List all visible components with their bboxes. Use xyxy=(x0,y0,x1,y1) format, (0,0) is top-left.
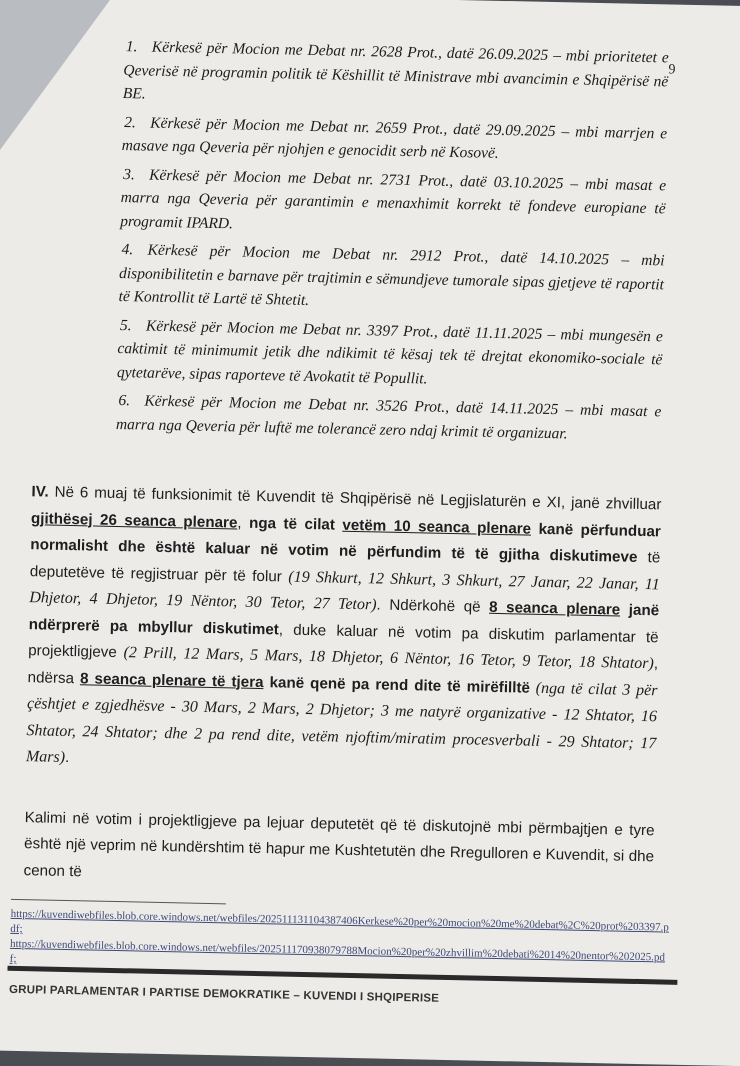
item-number: 2. xyxy=(124,113,137,131)
footnote-link[interactable]: https://kuvendiwebfiles.blob.core.windows.net/webfiles/202511170938079788Mocion%20per%20zhvillim%20debati%2014%20nentor%202025.pdf; xyxy=(9,937,666,965)
list-item xyxy=(117,313,663,395)
item-text: Kërkesë për Mocion me Debat nr. 2912 Prot., datë 14.10.2025 – mbi disponibilitetin e barnave për trajtimin e sëmundjeve tumorale sipas gjetjeve të raportit të Kontrollit të Lartë të Shtetit. xyxy=(118,241,665,309)
page-footer: GRUPI PARLAMENTAR I PARTISE DEMOKRATIKE – KUVENDI I SHQIPERISE xyxy=(8,983,440,1005)
item-text: Kërkesë për Mocion me Debat nr. 2628 Prot., datë 26.09.2025 – mbi prioritetet e Qeverisë në programin politik të Këshillit të Ministrave mbi avancimin e Shqipërisë në BE. xyxy=(122,38,669,103)
bold-run: nga të cilat xyxy=(248,514,343,534)
text-run: , ndërsa xyxy=(27,655,659,687)
list-item xyxy=(116,389,662,447)
bold-run: kanë përfunduar normalisht dhe është kaluar në votim në përfundim të të gjitha diskutimeve xyxy=(30,520,661,566)
item-text: Kërkesë për Mocion me Debat nr. 3526 Prot., datë 14.11.2025 – mbi masat e marra nga Qeveria për luftë me tolerancë zero ndaj krimit të organizuar. xyxy=(115,392,662,442)
text-run: . xyxy=(64,748,70,767)
highlight-interrupted-sessions: 8 seanca plenare xyxy=(488,598,621,619)
list-item xyxy=(118,238,664,320)
text-run: , duke kaluar në votim pa diskutim parlamentar të projektligjeve xyxy=(27,620,659,662)
dates-list: (nga të cilat 3 për çështjet e zgjedhësve - 30 Mars, 2 Mars, 2 Dhjetor; 3 me natyrë organizative - 12 Shtator, 16 Shtator, 24 Shtator; dhe 2 pa rend dite, vetëm njoftim/miratim procesverbali - 29 Shtator; 17 Mars) xyxy=(25,679,658,766)
highlight-normal-sessions: vetëm 10 seanca plenare xyxy=(342,516,532,538)
bold-run: janë ndërprerë pa mbyllur diskutimet xyxy=(28,601,660,638)
highlight-other-sessions: 8 seanca plenare të tjera xyxy=(79,669,264,691)
item-text: Kërkesë për Mocion me Debat nr. 2731 Prot., datë 03.10.2025 – mbi masat e marra nga Qeveria për garantimin e menaxhimit korrekt të fondeve europiane të programit IPARD. xyxy=(120,166,667,232)
item-number: 1. xyxy=(125,38,138,56)
bold-run: kanë qenë pa rend dite të mirëfilltë xyxy=(263,673,531,697)
closing-paragraph: Kalimi në votim i projektligjeve pa lejuar deputetët që të diskutojnë mbi përmbajtjen e tyre është një veprim në kundërshtim të hapur me Kushtetutën dhe Rregulloren e Kuvendit, si dhe cenon të xyxy=(23,808,655,880)
section-label: IV. xyxy=(31,483,49,501)
text-run: , xyxy=(237,514,250,532)
section-iv-paragraph xyxy=(26,479,662,784)
item-number: 3. xyxy=(122,165,135,183)
item-number: 5. xyxy=(119,316,132,334)
dates-list: (2 Prill, 12 Mars, 5 Mars, 18 Dhjetor, 6 Nëntor, 16 Tetor, 9 Tetor, 18 Shtator) xyxy=(123,644,654,673)
page-number: 9 xyxy=(668,62,676,78)
body-text xyxy=(23,479,662,912)
item-text: Kërkesë për Mocion me Debat nr. 2659 Prot., datë 29.09.2025 – mbi marrjen e masave nga Qeveria për njohjen e genocidit serb në Kosovë. xyxy=(121,114,668,162)
list-item xyxy=(123,35,669,117)
page-corner-shadow xyxy=(0,0,110,150)
text-run: . Ndërkohë që xyxy=(376,596,490,616)
text-run: të deputetëve të regjistruar për të folur xyxy=(29,548,661,586)
list-item xyxy=(122,111,668,169)
footnote-link[interactable]: https://kuvendiwebfiles.blob.core.windows.net/webfiles/202511131104387406Kerkese%20per%20mocion%20me%20debat%2C%20prot%203397.pdf; xyxy=(10,907,669,936)
motion-request-list xyxy=(116,35,669,452)
item-text: Kërkesë për Mocion me Debat nr. 3397 Prot., datë 11.11.2025 – mbi mungesën e caktimit të minimumit jetik dhe ndikimit të kësaj tek të drejtat ekonomiko-sociale të qytetarëve, sipas raporteve të Avokatit të Popullit. xyxy=(116,317,664,387)
item-number: 4. xyxy=(121,241,134,259)
dates-list: (19 Shkurt, 12 Shkurt, 3 Shkurt, 27 Janar, 22 Janar, 11 Dhjetor, 4 Dhjetor, 19 Nëntor, 30 Tetor, 27 Tetor) xyxy=(29,568,660,614)
list-item xyxy=(120,162,666,244)
highlight-total-sessions: gjithësej 26 seanca plenare xyxy=(30,509,238,532)
item-number: 6. xyxy=(118,391,131,410)
text-run: Në 6 muaj të funksionimit të Kuvendit të Shqipërisë në Legjislaturën e XI, janë zhvilluar xyxy=(48,483,662,514)
